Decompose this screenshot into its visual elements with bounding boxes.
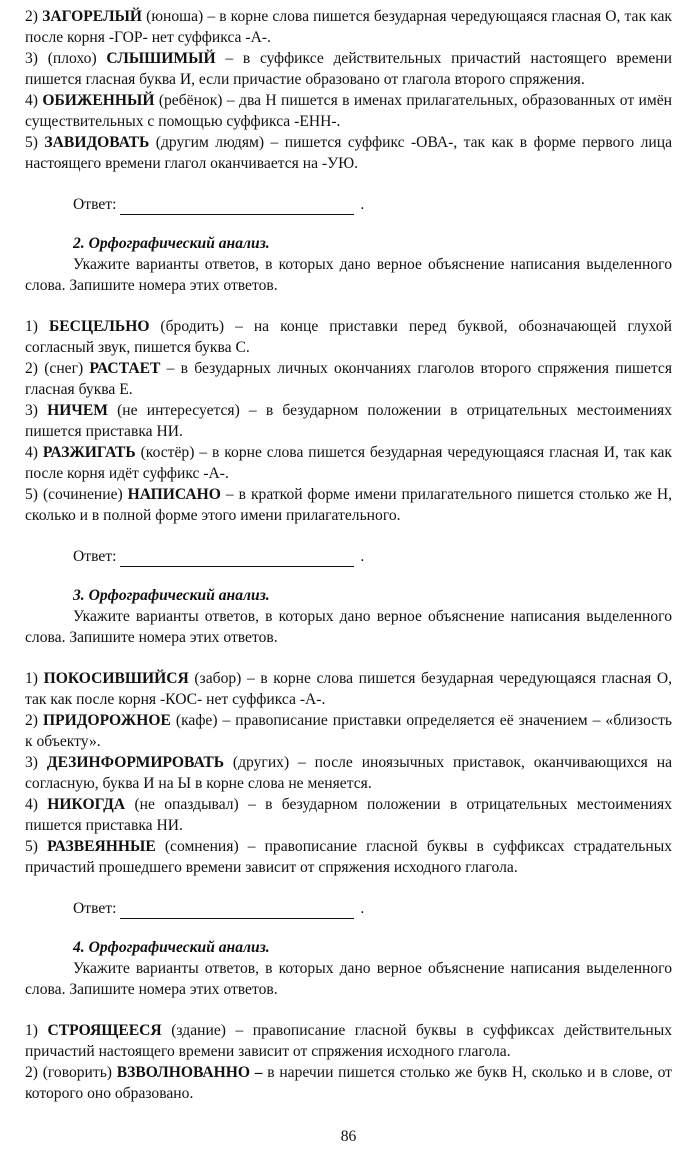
option-number: 3) [25, 754, 47, 771]
highlighted-word: ЗАВИДОВАТЬ [44, 134, 150, 151]
option-explanation: (других) – после иноязычных приставок, оканчивающихся на согласную, буква И на Ы в корне слова не меняется. [25, 754, 672, 792]
option-item [25, 316, 672, 358]
option-number: 4) [25, 92, 43, 109]
option-item [25, 710, 672, 752]
option-explanation: (ребёнок) – два Н пишется в именах прилагательных, образованных от имён существительных с помощью суффикса -ЕНН-. [25, 92, 672, 130]
option-explanation: в наречии пишется столько же букв Н, сколько и в слове, от которого оно образовано. [25, 1064, 672, 1102]
option-item [25, 1062, 672, 1104]
option-number: 4) [25, 796, 48, 813]
option-number: 5) [25, 838, 48, 855]
answer-blank[interactable] [120, 552, 354, 567]
option-item [25, 400, 672, 442]
answer-period: . [360, 900, 365, 917]
option-explanation: (другим людям) – пишется суффикс -ОВА-, так как в форме первого лица настоящего времени глагол оканчивается на -УЮ. [25, 134, 673, 172]
highlighted-word: ВЗВОЛНОВАННО – [116, 1064, 263, 1081]
highlighted-word: СТРОЯЩЕЕСЯ [47, 1022, 162, 1039]
option-item [25, 358, 672, 400]
option-item [25, 794, 672, 836]
option-number: 2) [25, 8, 43, 25]
page-number: 86 [340, 1128, 357, 1145]
option-item [25, 6, 672, 48]
highlighted-word: ПРИДОРОЖНОЕ [42, 712, 171, 729]
option-explanation: – в краткой форме имени прилагательного пишется столько же Н, сколько и в полной форме этого имени прилагательного. [25, 486, 672, 524]
option-item [25, 442, 672, 484]
task-instruction: Укажите варианты ответов, в которых дано верное объяснение написания выделенного слова. Запишите номера этих ответов. [25, 960, 672, 998]
option-explanation: (сомнения) – правописание гласной буквы в суффиксах страдательных причастий прошедшего времени зависит от спряжения исходного глагола. [25, 838, 672, 876]
highlighted-word: НАПИСАНО [127, 486, 221, 503]
highlighted-word: РАСТАЕТ [89, 360, 161, 377]
answer-blank[interactable] [120, 200, 354, 215]
option-explanation: (юноша) – в корне слова пишется безударная чередующаяся гласная О, так как после корня -ГОР- нет суффикса -А-. [25, 8, 672, 46]
task-instruction: Укажите варианты ответов, в которых дано верное объяснение написания выделенного слова. Запишите номера этих ответов. [25, 608, 672, 646]
answer-field-1 [73, 194, 672, 215]
option-number: 2) (снег) [25, 360, 90, 377]
option-item [25, 836, 672, 878]
option-item [25, 48, 672, 90]
option-item [25, 90, 672, 132]
option-explanation: (не интересуется) – в безударном положении в отрицательных местоимениях пишется приставка НИ. [25, 402, 672, 440]
option-explanation: (костёр) – в корне слова пишется безударная чередующаяся гласная И, так как после корня идёт суффикс -А-. [25, 444, 672, 482]
answer-label: Ответ: [73, 548, 117, 565]
option-item [25, 668, 672, 710]
answer-period: . [360, 196, 365, 213]
option-item [25, 484, 672, 526]
option-item [25, 132, 672, 174]
option-number: 2) [25, 712, 43, 729]
highlighted-word: БЕСЦЕЛЬНО [48, 318, 150, 335]
option-explanation: (забор) – в корне слова пишется безударная чередующаяся гласная О, так как после корня -КОС- нет суффикса -А-. [25, 670, 672, 708]
task-title: 2. Орфографический анализ. [73, 235, 270, 252]
option-explanation: – в суффиксе действительных причастий настоящего времени пишется гласная буква И, если причастие образовано от глагола второго спряжения. [25, 50, 672, 88]
option-number: 1) [25, 318, 49, 335]
answer-field-2 [73, 546, 672, 567]
task-1-options [25, 6, 672, 174]
task-instruction: Укажите варианты ответов, в которых дано верное объяснение написания выделенного слова. Запишите номера этих ответов. [25, 256, 672, 294]
option-number: 1) [25, 1022, 48, 1039]
option-explanation: (бродить) – на конце приставки перед буквой, обозначающей глухой согласный звук, пишется буква С. [25, 318, 672, 356]
option-number: 2) (говорить) [25, 1064, 117, 1081]
highlighted-word: РАЗВЕЯННЫЕ [47, 838, 156, 855]
highlighted-word: РАЗЖИГАТЬ [42, 444, 136, 461]
option-number: 5) [25, 134, 45, 151]
highlighted-word: НИЧЕМ [47, 402, 108, 419]
option-item [25, 752, 672, 794]
highlighted-word: ПОКОСИВШИЙСЯ [43, 670, 189, 687]
highlighted-word: ОБИЖЕННЫЙ [42, 92, 155, 109]
option-number: 1) [25, 670, 44, 687]
task-title: 4. Орфографический анализ. [73, 939, 270, 956]
option-number: 3) [25, 402, 48, 419]
highlighted-word: ДЕЗИНФОРМИРОВАТЬ [46, 754, 225, 771]
answer-blank[interactable] [120, 904, 354, 919]
option-number: 3) (плохо) [25, 50, 107, 67]
option-number: 5) (сочинение) [25, 486, 128, 503]
task-title: 3. Орфографический анализ. [73, 587, 270, 604]
answer-field-3 [73, 898, 672, 919]
option-explanation: (кафе) – правописание приставки определяется её значением – «близость к объекту». [25, 712, 672, 750]
task-3 [25, 585, 672, 878]
option-explanation: (здание) – правописание гласной буквы в суффиксах действительных причастий настоящего времени зависит от спряжения исходного глагола. [25, 1022, 672, 1060]
option-number: 4) [25, 444, 43, 461]
highlighted-word: ЗАГОРЕЛЫЙ [42, 8, 143, 25]
option-explanation: (не опаздывал) – в безударном положении в отрицательных местоимениях пишется приставка НИ. [25, 796, 673, 834]
highlighted-word: НИКОГДА [47, 796, 126, 813]
answer-label: Ответ: [73, 196, 117, 213]
answer-label: Ответ: [73, 900, 117, 917]
task-4 [25, 937, 672, 1104]
task-2 [25, 233, 672, 526]
highlighted-word: СЛЫШИМЫЙ [106, 50, 216, 67]
option-explanation: – в безударных личных окончаниях глаголов второго спряжения пишется гласная буква Е. [25, 360, 672, 398]
option-item [25, 1020, 672, 1062]
answer-period: . [360, 548, 365, 565]
